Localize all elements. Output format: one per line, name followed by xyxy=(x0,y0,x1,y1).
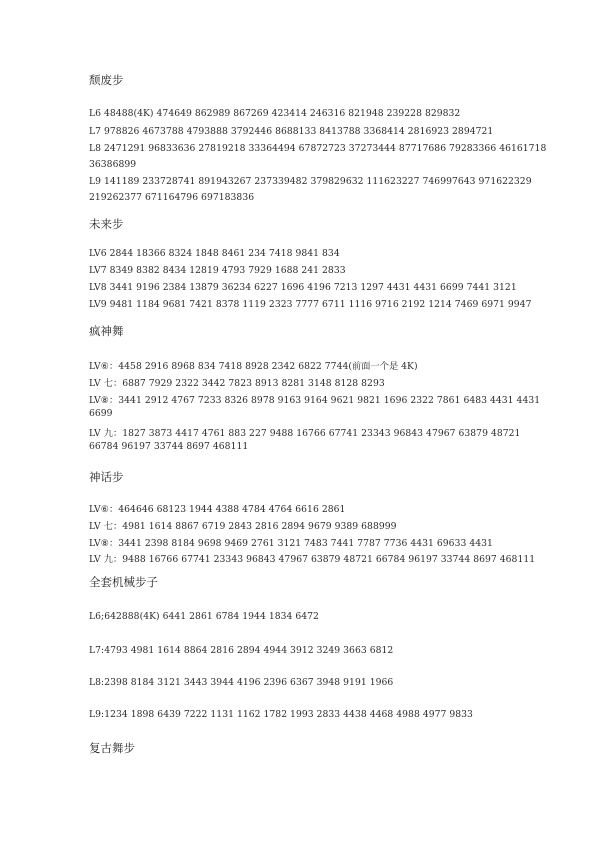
text-line: 36386899 xyxy=(89,159,137,170)
text-line: L9:1234 1898 6439 7222 1131 1162 1782 1993 2833 4438 4468 4988 4977 9833 xyxy=(89,709,473,720)
text-line: L9 141189 233728741 891943267 237339482 379829632 111623227 746997643 971622329 xyxy=(89,176,532,187)
text-line: LV 九：9488 16766 67741 23343 96843 47967 63879 48721 66784 96197 33744 8697 468111 xyxy=(89,554,536,565)
text-line: LV⑧：3441 2398 8184 9698 9469 2761 3121 7483 7441 7787 7736 4431 69633 4431 xyxy=(89,538,493,549)
section-title-jixie: 全套机械步子 xyxy=(89,575,158,589)
text-line: L8 2471291 96833636 27819218 33364494 67872723 37273444 87717686 79283366 46161718 xyxy=(89,143,547,154)
text-line: LV9 9481 1184 9681 7421 8378 1119 2323 7777 6711 1116 9716 2192 1214 7469 6971 9947 xyxy=(89,299,532,310)
text-line: 219262377 671164796 697183836 xyxy=(89,192,255,203)
text-line: L6;642888(4K) 6441 2861 6784 1944 1834 6472 xyxy=(89,611,319,622)
section-title-tuifei: 颓废步 xyxy=(89,73,124,87)
text-line: 66784 96197 33744 8697 468111 xyxy=(89,441,249,452)
section-title-weilai: 未来步 xyxy=(89,217,124,231)
text-line: LV8 3441 9196 2384 13879 36234 6227 1696 4196 7213 1297 4431 4431 6699 7441 3121 xyxy=(89,282,517,293)
section-title-shenhua: 神话步 xyxy=(89,470,124,484)
text-line: LV 七：6887 7929 2322 3442 7823 8913 8281 3148 8128 8293 xyxy=(89,378,385,389)
text-line: LV7 8349 8382 8434 12819 4793 7929 1688 241 2833 xyxy=(89,265,346,276)
text-line: LV6 2844 18366 8324 1848 8461 234 7418 9841 834 xyxy=(89,248,340,259)
text-line: LV⑥：4458 2916 8968 834 7418 8928 2342 6822 7744(前面一个是 4K) xyxy=(89,361,418,372)
text-line: LV 七：4981 1614 8867 6719 2843 2816 2894 9679 9389 688999 xyxy=(89,521,397,532)
text-line: LV⑧：3441 2912 4767 7233 8326 8978 9163 9164 9621 9821 1696 2322 7861 6483 4431 4431 xyxy=(89,395,541,406)
text-line: L6 48488(4K) 474649 862989 867269 423414 246316 821948 239228 829832 xyxy=(89,108,461,119)
section-title-fugu: 复古舞步 xyxy=(89,741,135,755)
text-line: L7:4793 4981 1614 8864 2816 2894 4944 3912 3249 3663 6812 xyxy=(89,645,394,656)
text-line: LV 九：1827 3873 4417 4761 883 227 9488 16766 67741 23343 96843 47967 63879 48721 xyxy=(89,428,521,439)
text-line: L8:2398 8184 3121 3443 3944 4196 2396 6367 3948 9191 1966 xyxy=(89,677,394,688)
text-line: LV⑥：464646 68123 1944 4388 4784 4764 6616 2861 xyxy=(89,504,346,515)
text-line: 6699 xyxy=(89,408,113,419)
section-title-fengshen: 疯神舞 xyxy=(89,324,124,338)
text-line: L7 978826 4673788 4793888 3792446 8688133 8413788 3368414 2816923 2894721 xyxy=(89,126,494,137)
